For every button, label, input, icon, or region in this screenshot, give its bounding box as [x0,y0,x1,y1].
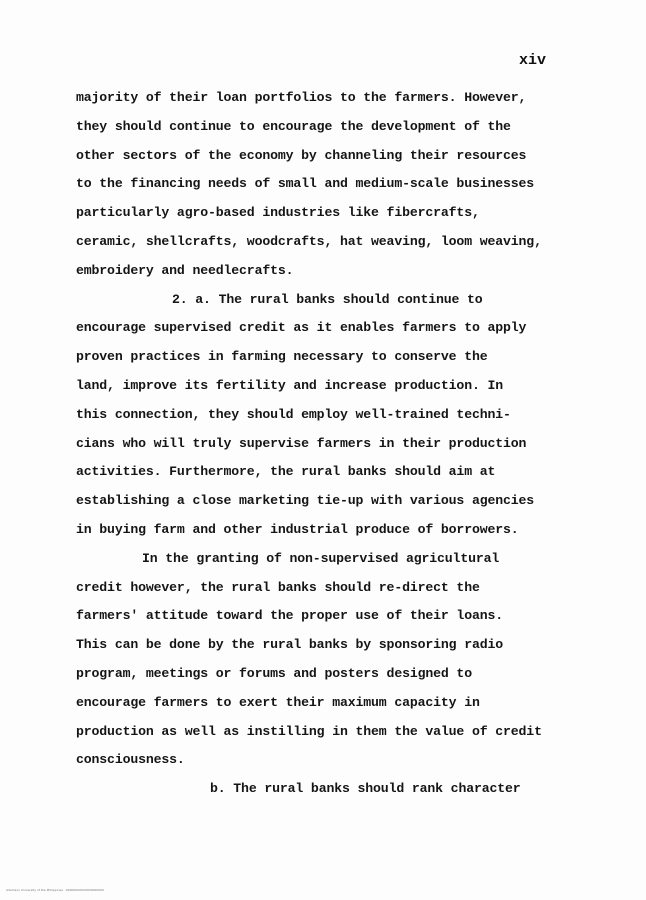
text-line: production as well as instilling in them the value of credit [76,723,542,739]
text-line: in buying farm and other industrial produce of borrowers. [76,521,519,537]
text-line: In the granting of non-supervised agricultural [142,550,500,566]
text-line: encourage farmers to exert their maximum capacity in [76,694,480,710]
text-line: activities. Furthermore, the rural banks should aim at [76,464,496,480]
text-line: 2. a. The rural banks should continue to [172,291,483,307]
body-text [76,84,586,804]
text-line: land, improve its fertility and increase production. In [76,377,504,393]
text-line: ceramic, shellcrafts, woodcrafts, hat weaving, loom weaving, [76,233,542,249]
page-number: xiv [518,52,546,69]
text-line: This can be done by the rural banks by sponsoring radio [76,637,504,653]
text-line: proven practices in farming necessary to conserve the [76,349,488,365]
text-line: farmers' attitude toward the proper use of their loans. [76,608,504,624]
text-line: particularly agro-based industries like fibercrafts, [76,205,480,221]
text-line: encourage supervised credit as it enables farmers to apply [76,320,527,336]
text-line: they should continue to encourage the development of the [76,118,511,134]
text-line: other sectors of the economy by channeling their resources [76,147,527,163]
text-line: to the financing needs of small and medium-scale businesses [76,176,535,192]
text-line: cians who will truly supervise farmers in their production [76,435,527,451]
text-line: credit however, the rural banks should re-direct the [76,579,480,595]
text-line: b. The rural banks should rank character [210,781,521,797]
footer-note: Adamson University of the Philippines · 00000000000000000000 [6,888,104,892]
text-line: establishing a close marketing tie-up with various agencies [76,493,535,509]
text-line: consciousness. [76,752,185,768]
text-line: program, meetings or forums and posters designed to [76,665,472,681]
text-line: this connection, they should employ well-trained techni- [76,406,511,422]
text-line: majority of their loan portfolios to the farmers. However, [76,90,527,105]
text-line: embroidery and needlecrafts. [76,262,294,278]
